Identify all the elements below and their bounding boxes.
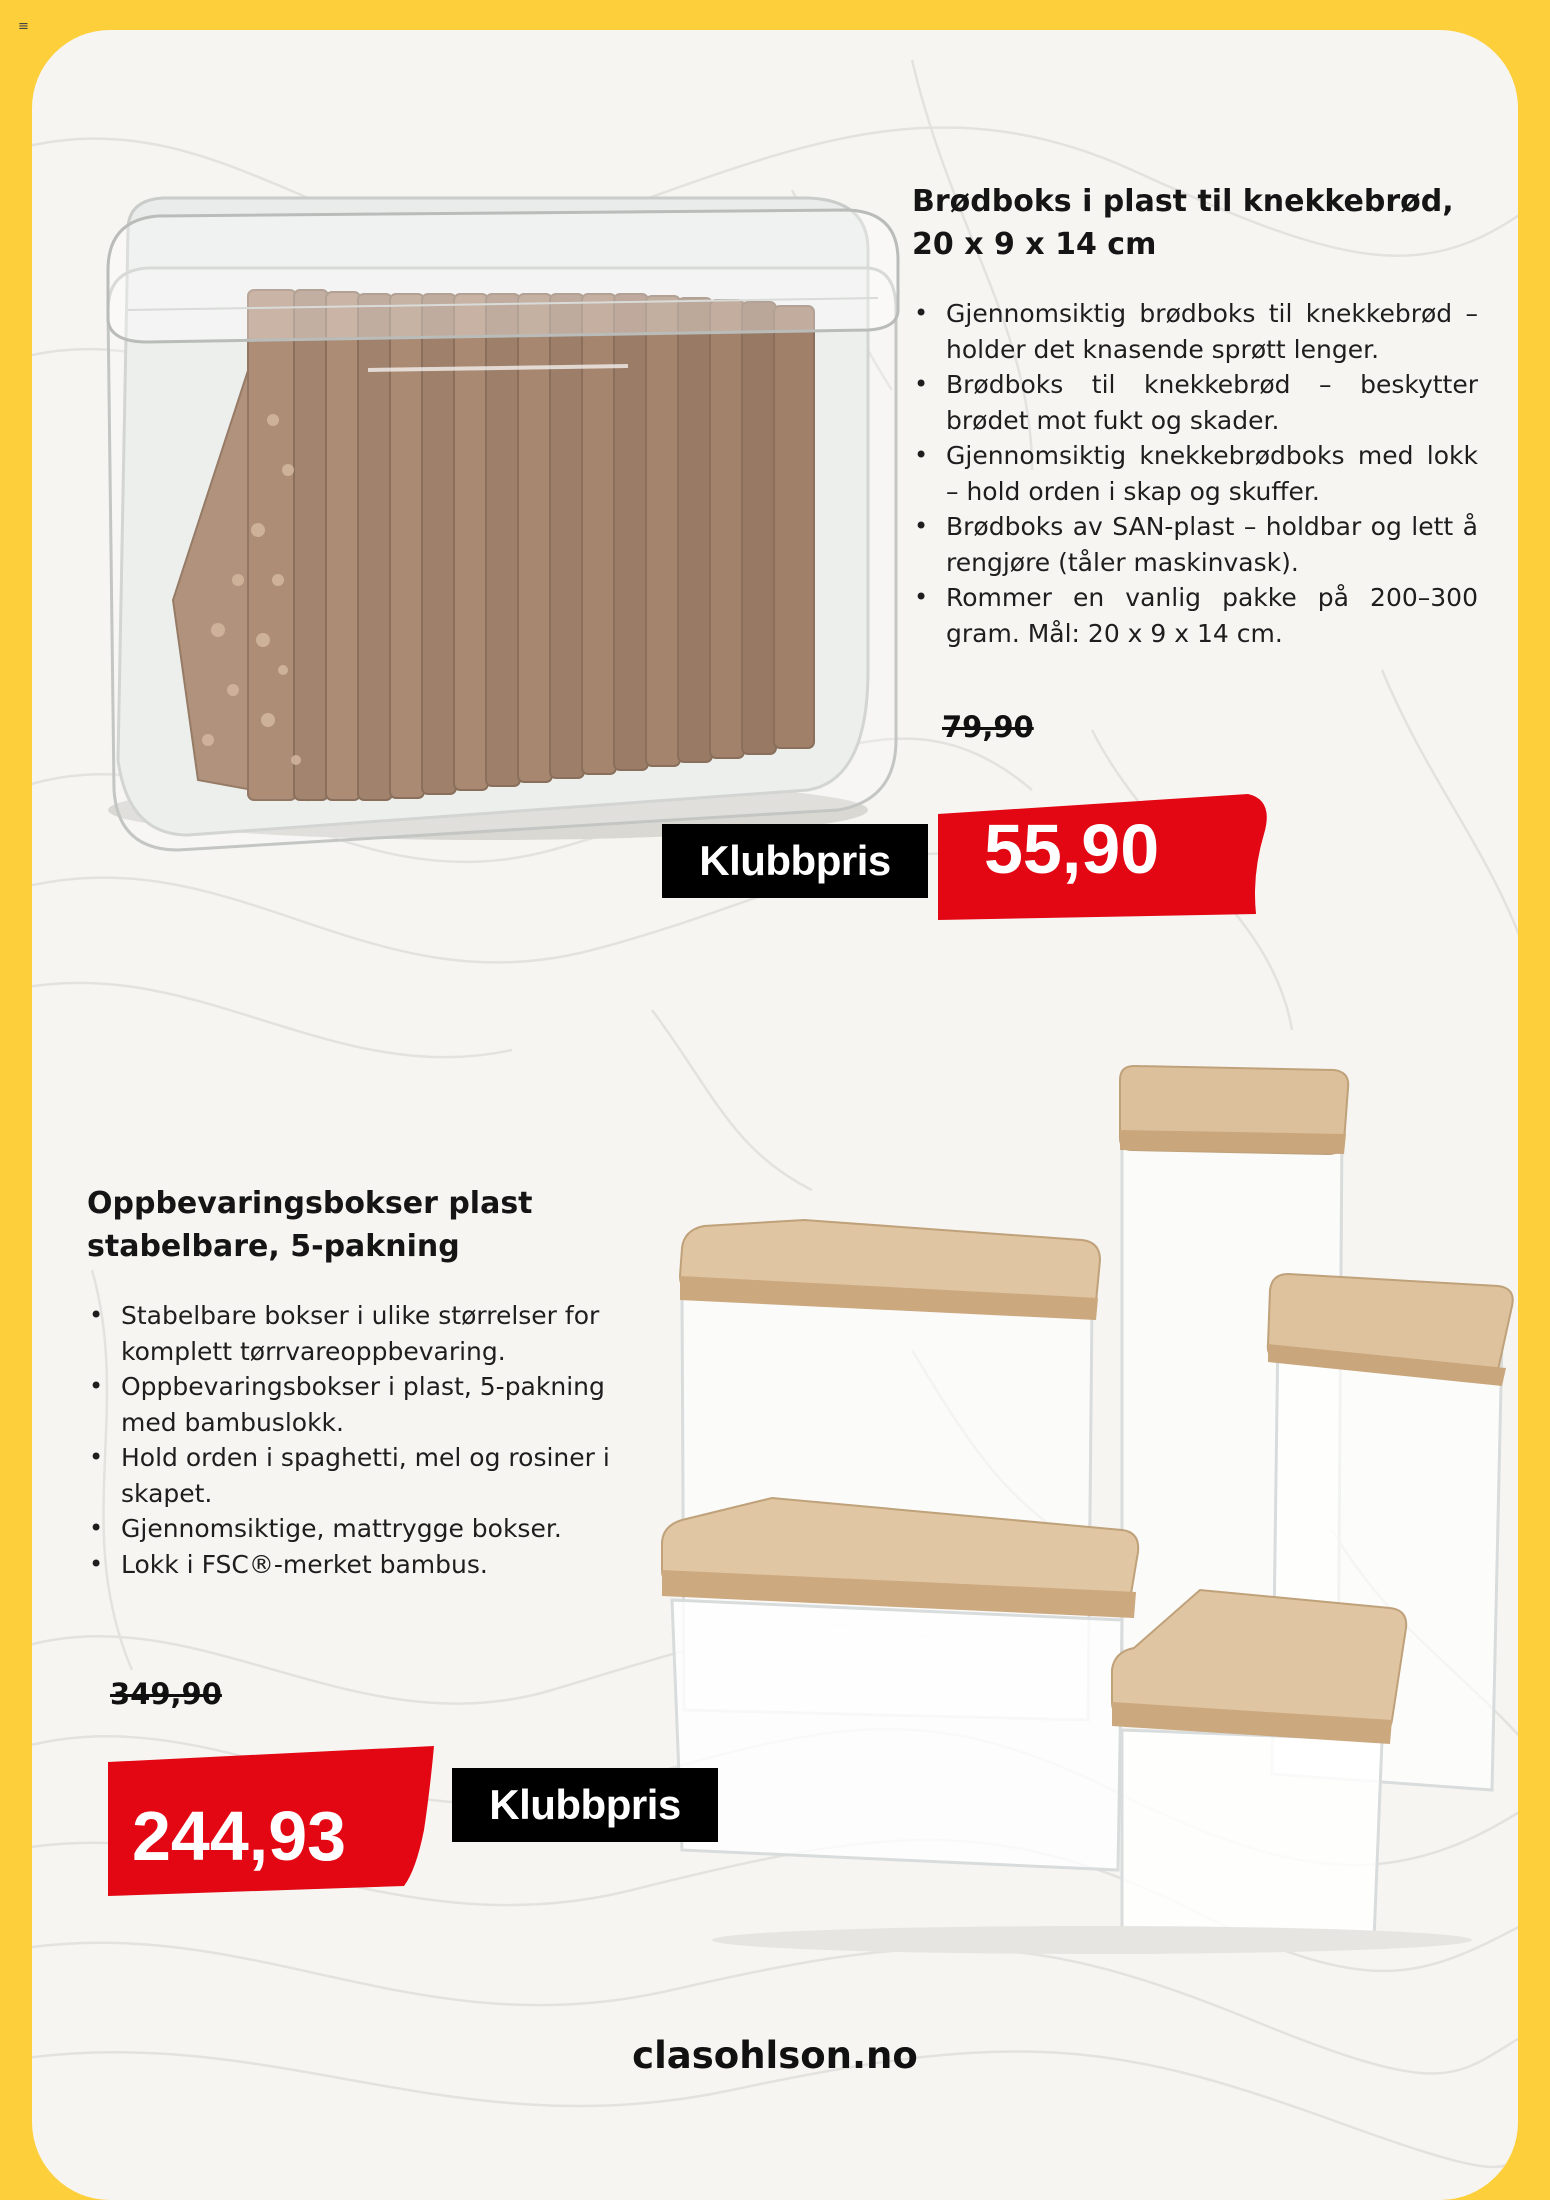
product-1-feature: • Gjennomsiktig brødboks til knekkebrød – holder det knasende sprøtt lenger. <box>912 296 1478 367</box>
product-2-features <box>87 1298 627 1582</box>
product-1-club-label: Klubbpris <box>662 824 928 898</box>
product-2-feature: • Stabelbare bokser i ulike størrelser for komplett tørrvareoppbevaring. <box>87 1298 627 1369</box>
product-1-feature: • Brødboks av SAN-plast – holdbar og lett å rengjøre (tåler maskinvask). <box>912 509 1478 580</box>
product-1-title-line-1: Brødboks i plast til knekkebrød, <box>912 184 1454 219</box>
product-1-title <box>912 180 1492 266</box>
product-2-title-line-2: stabelbare, 5-pakning <box>87 1229 460 1264</box>
product-2-title-line-1: Oppbevaringsbokser plast <box>87 1186 533 1221</box>
storage-containers-image <box>622 1030 1518 1960</box>
product-1-price: 55,90 <box>984 810 1160 888</box>
product-1-feature: • Gjennomsiktig knekkebrødboks med lokk – hold orden i skap og skuffer. <box>912 438 1478 509</box>
website-link[interactable]: clasohlson.no <box>632 2034 918 2077</box>
product-2-feature: • Oppbevaringsbokser i plast, 5-pakning med bambuslokk. <box>87 1369 627 1440</box>
product-2-feature: • Gjennomsiktige, mattrygge bokser. <box>87 1511 627 1547</box>
product-2-feature: • Hold orden i spaghetti, mel og rosiner i skapet. <box>87 1440 627 1511</box>
product-2-club-label: Klubbpris <box>452 1768 718 1842</box>
product-1-title-line-2: 20 x 9 x 14 cm <box>912 227 1157 262</box>
product-2-feature: • Lokk i FSC®-merket bambus. <box>87 1547 627 1583</box>
menu-icon[interactable]: ≡ <box>18 19 29 34</box>
product-1-feature: • Rommer en vanlig pakke på 200–300 gram. Mål: 20 x 9 x 14 cm. <box>912 580 1478 651</box>
product-2-old-price: 349,90 <box>110 1677 222 1711</box>
flyer-page <box>32 30 1518 2200</box>
product-1-old-price: 79,90 <box>942 710 1034 744</box>
product-2-title <box>87 1182 647 1268</box>
product-1-feature: • Brødboks til knekkebrød – beskytter brødet mot fukt og skader. <box>912 367 1478 438</box>
bread-box-image <box>68 160 908 860</box>
product-2-price: 244,93 <box>132 1797 347 1875</box>
product-1-features <box>912 296 1478 651</box>
